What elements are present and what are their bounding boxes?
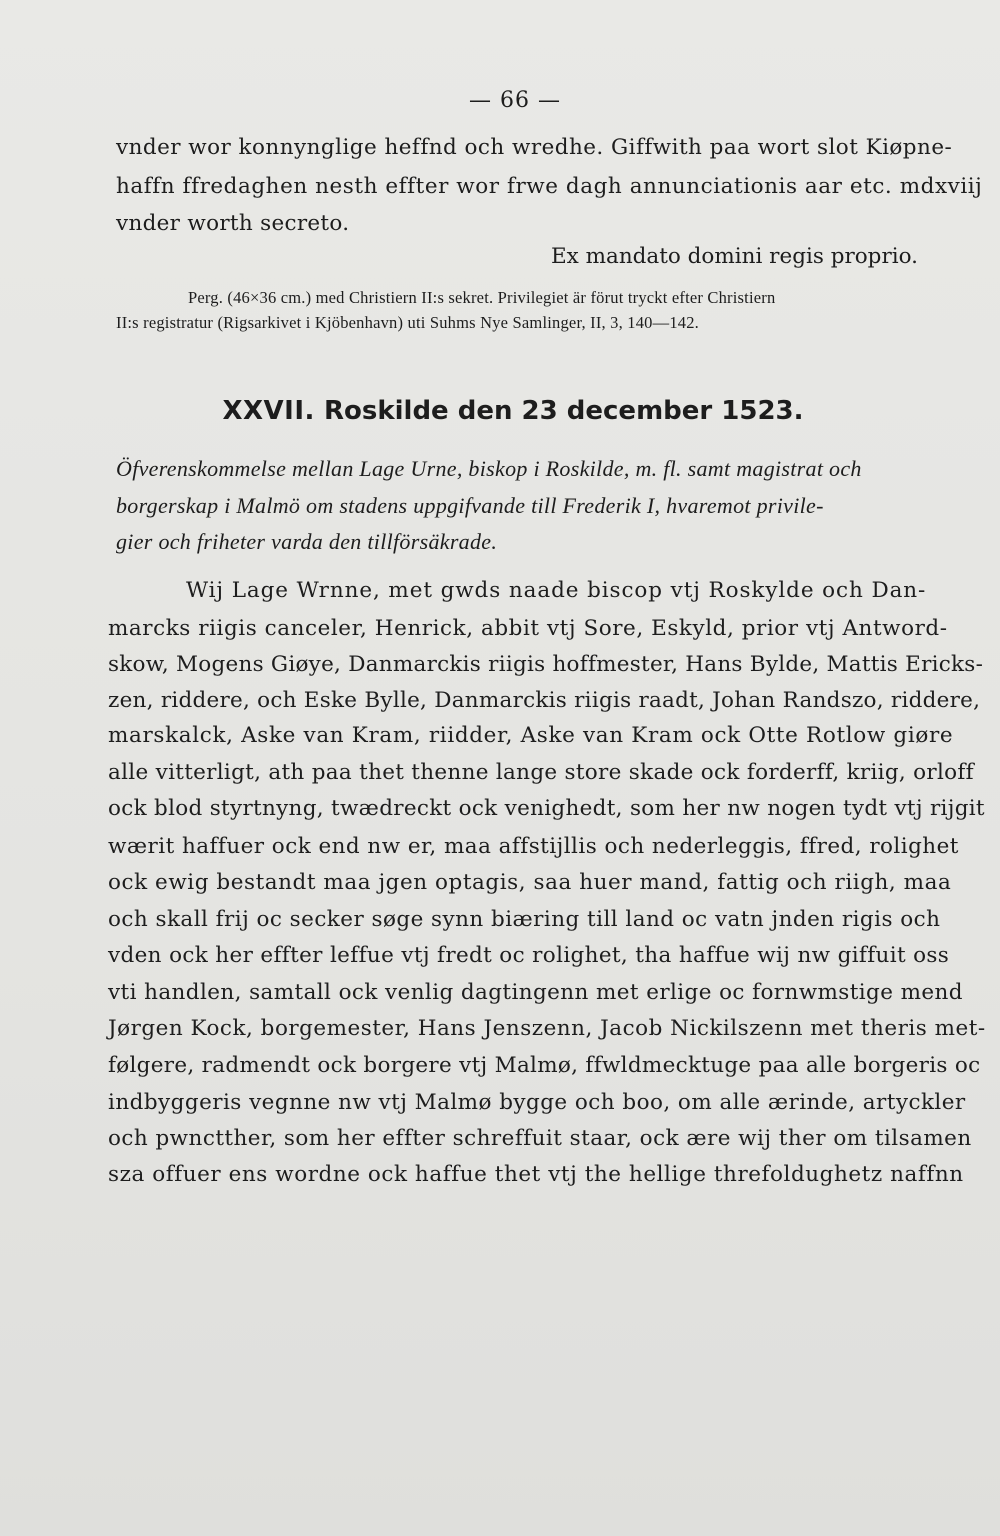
text-line: ock blod styrtnyng, twædreckt ock venighedt, som her nw nogen tydt vtj rijgit (108, 796, 985, 821)
text-line: vden ock her effter leffue vtj fredt oc rolighet, tha haffue wij nw giffuit oss (108, 943, 950, 968)
text-line: Wij Lage Wrnne, met gwds naade biscop vtj Roskylde och Dan- (186, 578, 927, 603)
royal-mandate-signature: Ex mandato domini regis proprio. (550, 244, 918, 269)
source-note-line: Perg. (46×36 cm.) med Christiern II:s sekret. Privilegiet är förut tryckt efter Christiern (188, 288, 776, 307)
text-line: marcks riigis canceler, Henrick, abbit vtj Sore, Eskyld, prior vtj Antword- (108, 616, 948, 641)
text-line: skow, Mogens Giøye, Danmarckis riigis hoffmester, Hans Bylde, Mattis Ericks- (108, 652, 984, 677)
text-line: och skall frij oc secker søge synn biæring till land oc vatn jnden rigis och (108, 907, 941, 932)
continuation-line: vnder worth secreto. (116, 211, 350, 236)
document-number: XXVII. (222, 396, 315, 426)
document-title: Roskilde den 23 december 1523. (323, 396, 804, 426)
page-number: — 66 — (469, 88, 561, 113)
text-line: wærit haffuer ock end nw er, maa affstijllis och nederleggis, ffred, rolighet (108, 834, 959, 859)
text-line: indbyggeris vegnne nw vtj Malmø bygge och boo, om alle ærinde, artyckler (108, 1090, 966, 1115)
source-note-line: II:s registratur (Rigsarkivet i Kjöbenhavn) uti Suhms Nye Samlinger, II, 3, 140—142. (116, 313, 700, 332)
text-line: zen, riddere, och Eske Bylle, Danmarckis riigis raadt, Johan Randszo, riddere, (108, 688, 981, 713)
text-line: Jørgen Kock, borgemester, Hans Jenszenn, Jacob Nickilszenn met theris met- (108, 1016, 986, 1041)
text-line: marskalck, Aske van Kram, riidder, Aske van Kram ock Otte Rotlow giøre (108, 723, 954, 748)
summary-line: Öfverenskommelse mellan Lage Urne, biskop i Roskilde, m. fl. samt magistrat och (116, 456, 862, 481)
summary-line: borgerskap i Malmö om stadens uppgifvande till Frederik I, hvaremot privile- (116, 493, 824, 518)
text-line: och pwnctther, som her effter schreffuit staar, ock ære wij ther om tilsamen (108, 1126, 972, 1151)
summary-line: gier och friheter varda den tillförsäkrade. (116, 529, 498, 554)
text-line: alle vitterligt, ath paa thet thenne lange store skade ock forderff, kriig, orloff (108, 760, 974, 785)
text-line: ock ewig bestandt maa jgen optagis, saa huer mand, fattig och riigh, maa (108, 870, 952, 895)
text-line: følgere, radmendt ock borgere vtj Malmø, ffwldmecktuge paa alle borgeris oc (108, 1053, 981, 1078)
document-heading (0, 396, 1000, 426)
text-line: vti handlen, samtall ock venlig dagtingenn met erlige oc fornwmstige mend (108, 980, 963, 1005)
text-line: sza offuer ens wordne ock haffue thet vtj the hellige threfoldughetz naffnn (108, 1162, 964, 1187)
continuation-line: haffn ffredaghen nesth effter wor frwe dagh annunciationis aar etc. mdxviij (116, 174, 983, 199)
continuation-line: vnder wor konnynglige heffnd och wredhe. Giffwith paa wort slot Kiøpne- (116, 135, 953, 160)
